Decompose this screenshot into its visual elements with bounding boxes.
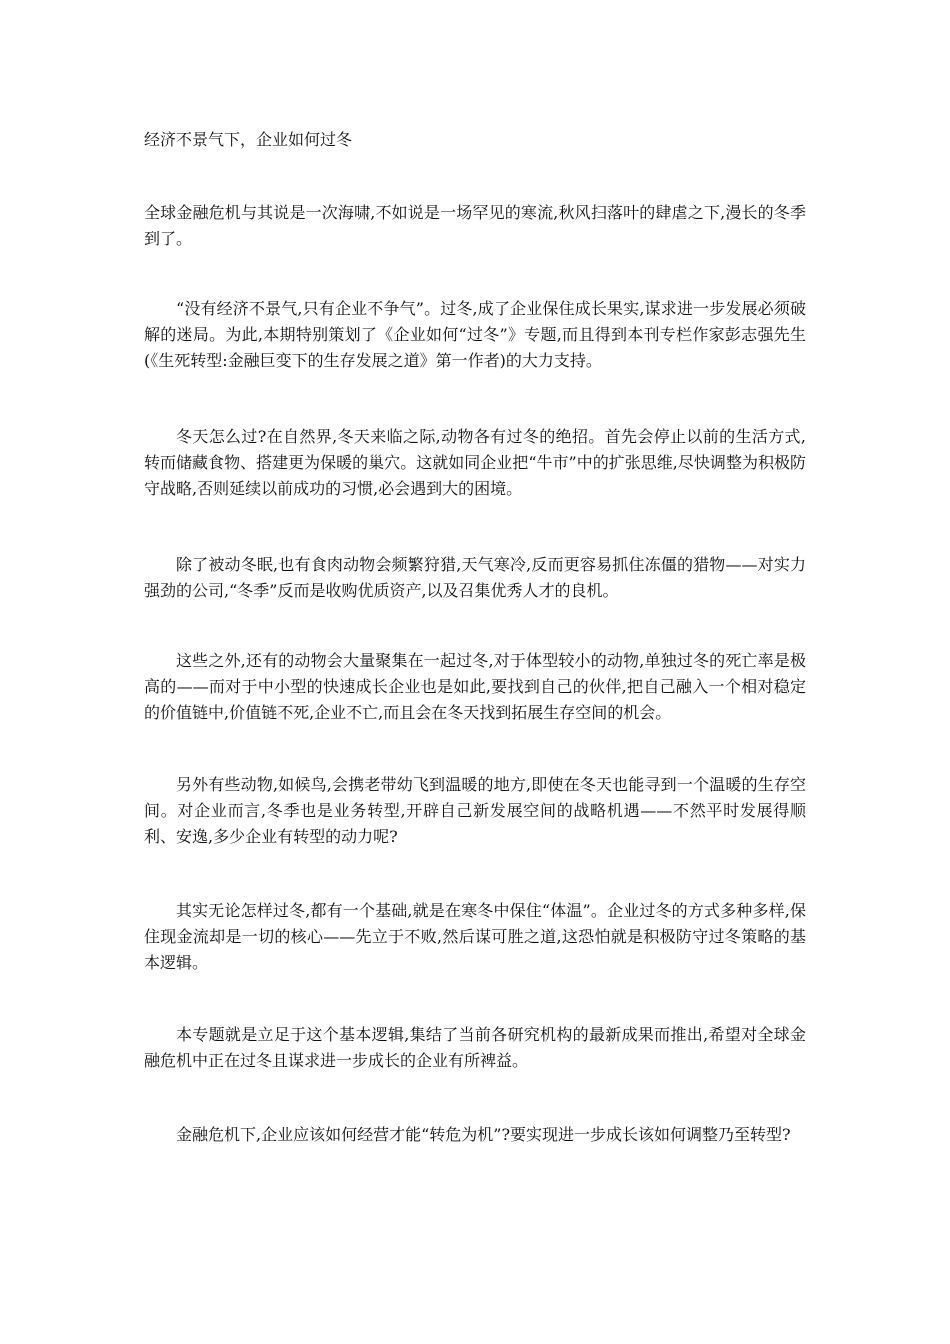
paragraph-3: 冬天怎么过?在自然界,冬天来临之际,动物各有过冬的绝招。首先会停止以前的生活方式,转而储藏食物、搭建更为保暖的巢穴。这就如同企业把“牛市”中的扩张思维,尽快调整为积极防守战略,否则延续以前成功的习惯,必会遇到大的困境。: [144, 427, 806, 498]
paragraph-2: “没有经济不景气,只有企业不争气”。过冬,成了企业保住成长果实,谋求进一步发展必须破解的迷局。为此,本期特别策划了《企业如何“过冬”》专题,而且得到本刊专栏作家彭志强先生(《生死转型:金融巨变下的生存发展之道》第一作者)的大力支持。: [144, 299, 806, 370]
paragraph-4: 除了被动冬眠,也有食肉动物会频繁狩猎,天气寒冷,反而更容易抓住冻僵的猎物——对实力强劲的公司,“冬季”反而是收购优质资产,以及召集优秀人才的良机。: [144, 555, 806, 600]
paragraph-6: 另外有些动物,如候鸟,会携老带幼飞到温暖的地方,即使在冬天也能寻到一个温暖的生存空间。对企业而言,冬季也是业务转型,开辟自己新发展空间的战略机遇——不然平时发展得顺利、安逸,多少企业有转型的动力呢?: [144, 775, 806, 846]
paragraph-8: 本专题就是立足于这个基本逻辑,集结了当前各研究机构的最新成果而推出,希望对全球金融危机中正在过冬且谋求进一步成长的企业有所裨益。: [144, 1025, 806, 1070]
paragraph-9: 金融危机下,企业应该如何经营才能“转危为机”?要实现进一步成长该如何调整乃至转型?: [176, 1125, 791, 1144]
paragraph-7: 其实无论怎样过冬,都有一个基础,就是在寒冬中保住“体温”。企业过冬的方式多种多样,保住现金流却是一切的核心——先立于不败,然后谋可胜之道,这恐怕就是积极防守过冬策略的基本逻辑。: [144, 901, 806, 972]
document-title: 经济不景气下，企业如何过冬: [144, 130, 353, 149]
paragraph-1: 全球金融危机与其说是一次海啸,不如说是一场罕见的寒流,秋风扫落叶的肆虐之下,漫长的冬季到了。: [144, 203, 806, 248]
paragraph-5: 这些之外,还有的动物会大量聚集在一起过冬,对于体型较小的动物,单独过冬的死亡率是极高的——而对于中小型的快速成长企业也是如此,要找到自己的伙伴,把自己融入一个相对稳定的价值链中,价值链不死,企业不亡,而且会在冬天找到拓展生存空间的机会。: [144, 651, 806, 722]
